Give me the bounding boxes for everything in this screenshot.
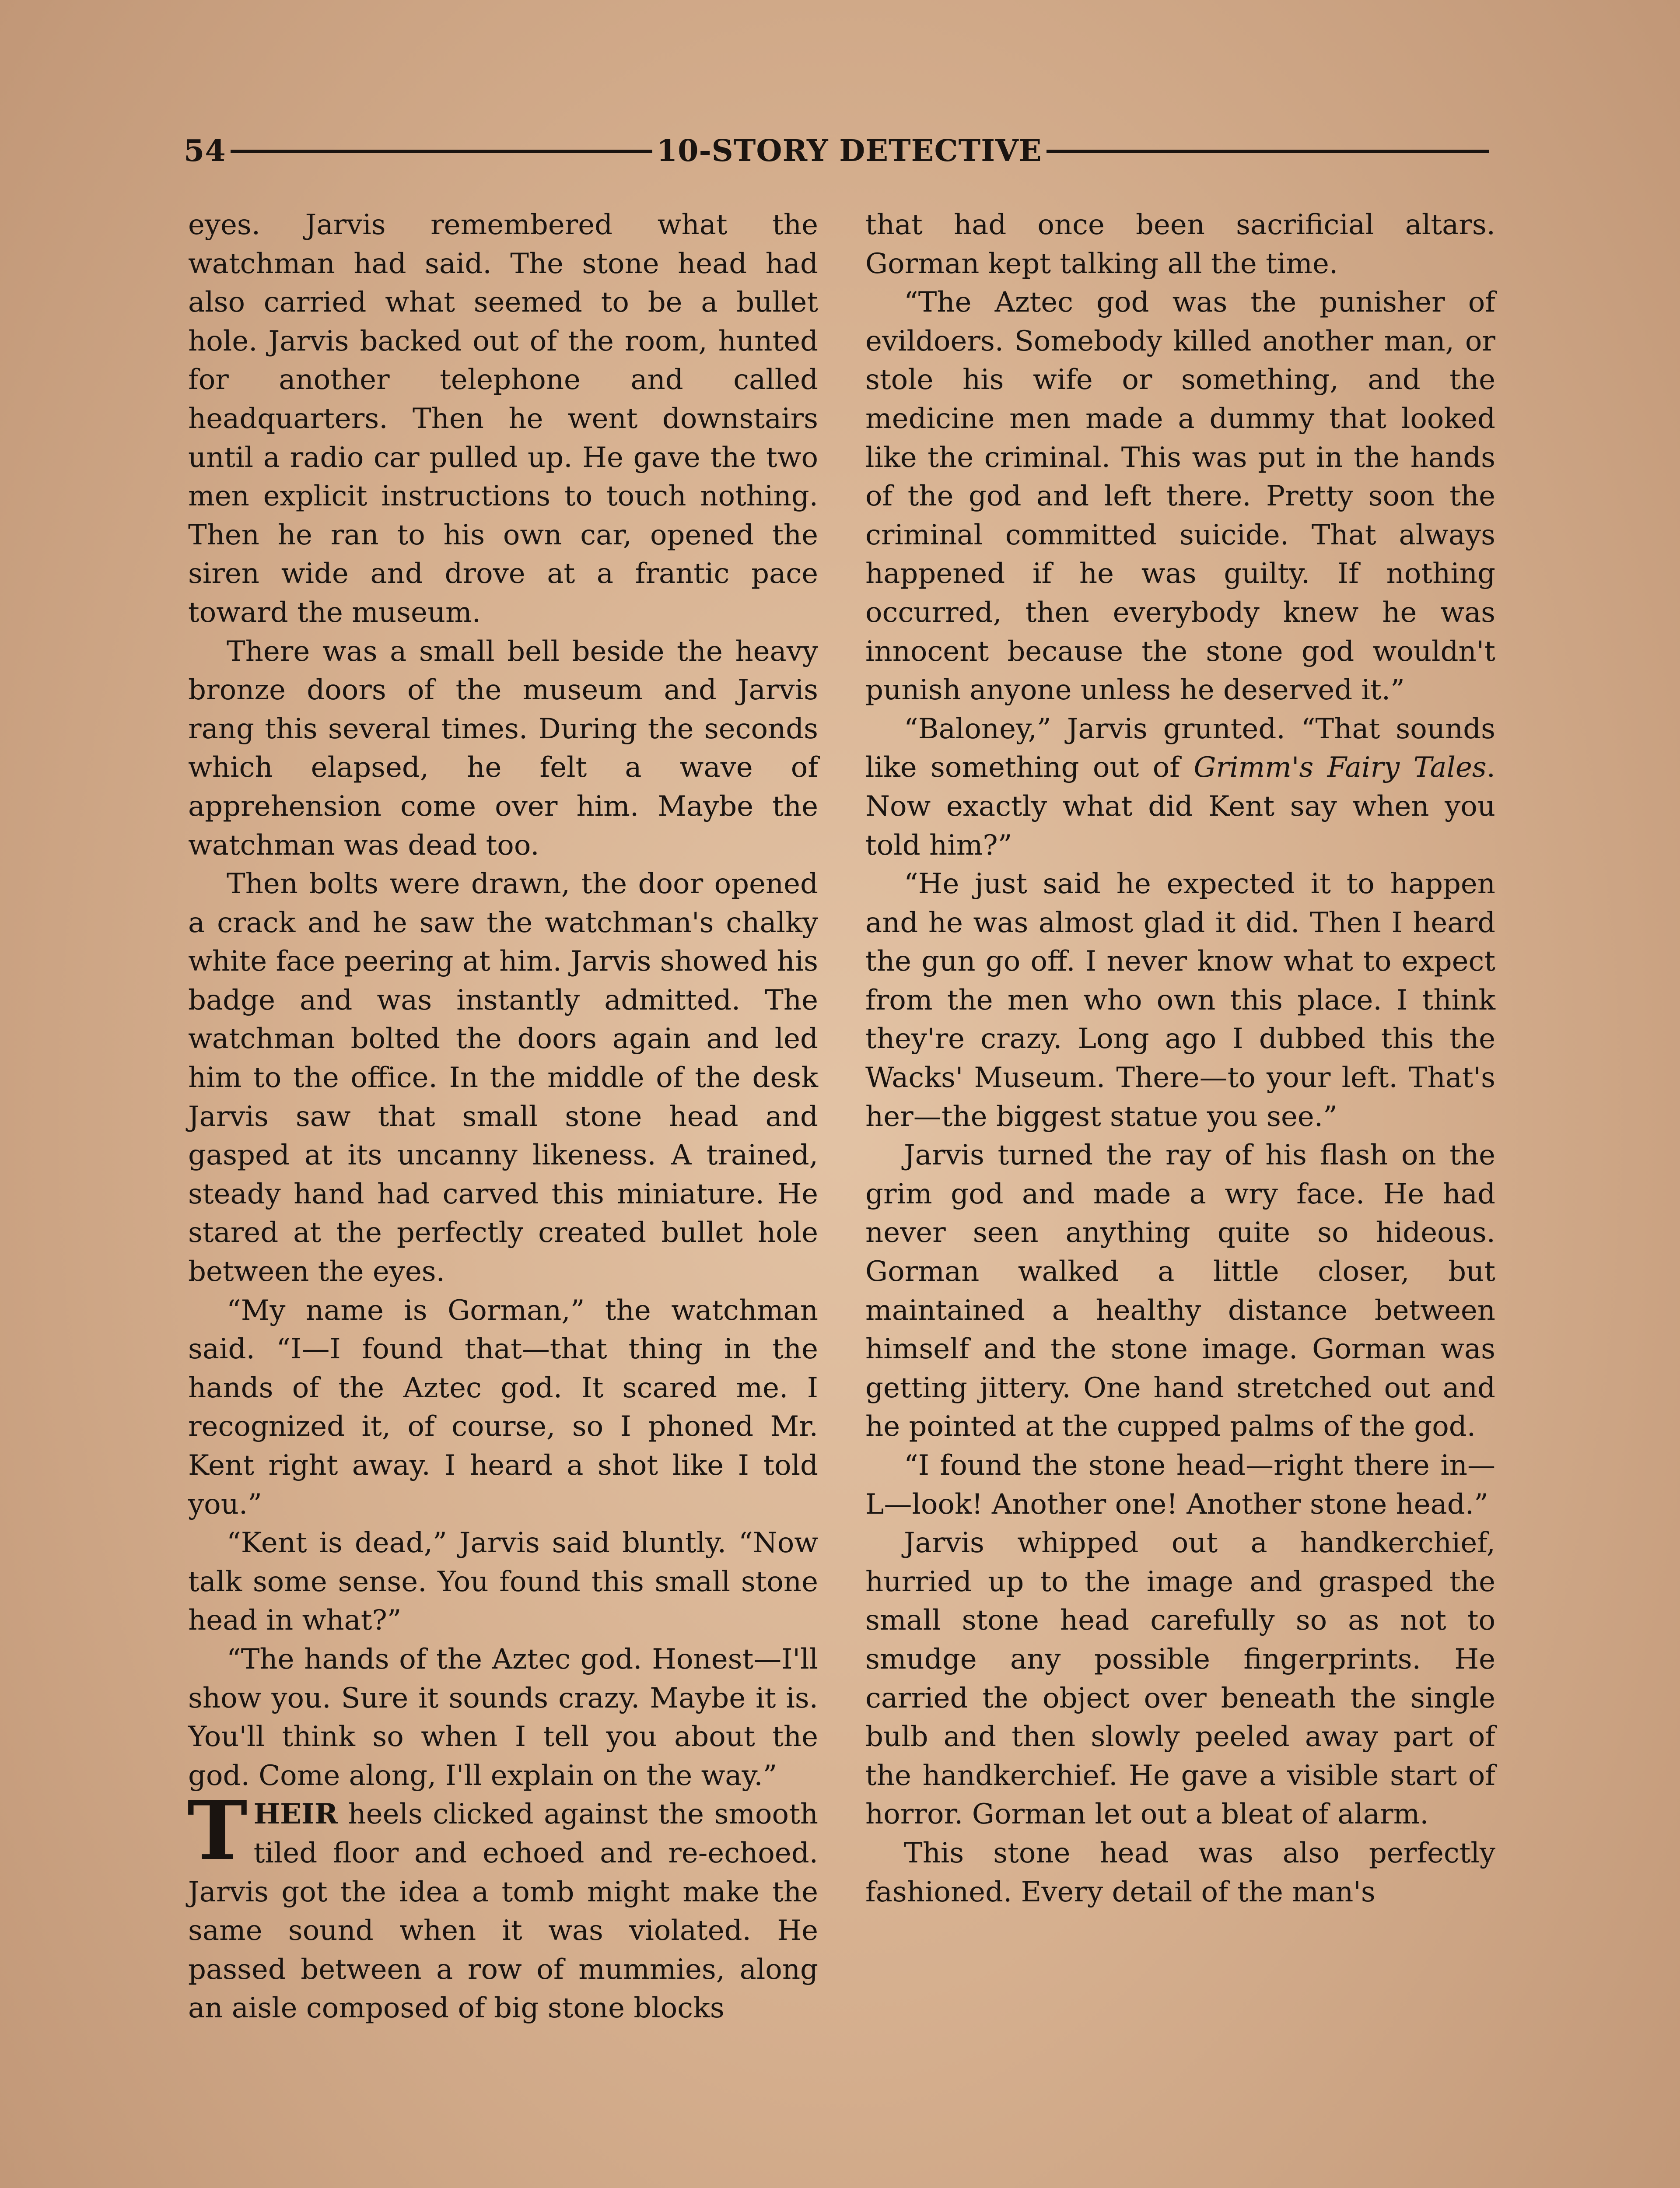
small-caps-lead: HEIR [253,1798,338,1831]
book-title: Grimm's Fairy Tales [1194,751,1487,784]
paragraph: that had once been sacrificial altars. Gorman kept talking all the time. [865,209,1495,280]
paragraph: “The Aztec god was the punisher of evildoers. Somebody killed another man, or stole his wife or something, and the medicine men made a dummy that looked like the criminal. This was put in the hands of the god and left there. Pretty soon the criminal committed suicide. That always happened if he was guilty. If nothing occurred, then everybody knew he was innocent because the stone god wouldn't punish anyone unless he deserved it.” [865,286,1495,707]
header-rule-right [1046,150,1489,153]
paragraph-text: “Baloney,” Jarvis grunted. “That sounds like something out of [865,712,1495,784]
drop-cap: T [187,1783,248,1879]
paragraph-text: heels clicked against the smooth tiled floor and echoed and re-echoed. Jarvis got the idea a tomb might make the same sound when it was violated. He passed between a row of mummies, along an aisle composed of big stone blocks [188,1798,818,2025]
paragraph: There was a small bell beside the heavy bronze doors of the museum and Jarvis rang this several times. During the seconds which elapsed, he felt a wave of apprehension come over him. Maybe the watchman was dead too. [188,635,818,862]
page-number: 54 [184,133,226,168]
paragraph: “Kent is dead,” Jarvis said bluntly. “Now talk some sense. You found this small stone head in what?” [188,1527,818,1637]
paragraph: This stone head was also perfectly fashioned. Every detail of the man's [865,1837,1495,1908]
paragraph: Jarvis whipped out a handkerchief, hurried up to the image and grasped the small stone head carefully so as not to smudge any possible fingerprints. He carried the object over beneath the single bulb and then slowly peeled away part of the handkerchief. He gave a visible start of horror. Gorman let out a bleat of alarm. [865,1527,1495,1831]
paragraph: Then bolts were drawn, the door opened a crack and he saw the watchman's chalky white face peering at him. Jarvis showed his badge and was instantly admitted. The watchman bolted the doors again and led him to the office. In the middle of the desk Jarvis saw that small stone head and gasped at its uncanny likeness. A trained, steady hand had carved this miniature. He stared at the perfectly created bullet hole between the eyes. [188,868,818,1288]
paragraph: “I found the stone head—right there in— L—look! Another one! Another stone head.” [865,1449,1495,1521]
running-head [184,127,1492,175]
magazine-title: 10-STORY DETECTIVE [656,133,1042,168]
section-opening-paragraph [187,1783,818,2028]
paragraph: “My name is Gorman,” the watchman said. “I—I found that—that thing in the hands of the Aztec god. It scared me. I recognized it, of course, so I phoned Mr. Kent right away. I heard a shot like I told you.” [188,1294,818,1521]
paragraph [865,710,1495,865]
paragraph: Jarvis turned the ray of his flash on the grim god and made a wry face. He had never seen anything quite so hideous. Gorman walked a little closer, but maintained a healthy distance between himself and the stone image. Gorman was getting jittery. One hand stretched out and he pointed at the cupped palms of the god. [865,1139,1495,1443]
paragraph: “He just said he expected it to happen and he was almost glad it did. Then I heard the gun go off. I never know what to expect from the men who own this place. I think they're crazy. Long ago I dubbed this the Wacks' Museum. There—to your left. That's her—the biggest statue you see.” [865,868,1495,1133]
left-column [188,206,818,2028]
paragraph-text: . Now exactly what did Kent say when you told him?” [865,751,1495,862]
paragraph: eyes. Jarvis remembered what the watchman had said. The stone head had also carried what seemed to be a bullet hole. Jarvis backed out of the room, hunted for another telephone and called headquarters. Then he went downstairs until a radio car pulled up. He gave the two men explicit instructions to touch nothing. Then he ran to his own car, opened the siren wide and drove at a frantic pace toward the museum. [188,209,818,629]
paragraph: “The hands of the Aztec god. Honest—I'll show you. Sure it sounds crazy. Maybe it is. You'll think so when I tell you about the god. Come along, I'll explain on the way.” [188,1643,818,1792]
right-column [865,206,1495,1911]
header-rule-left [231,150,652,153]
